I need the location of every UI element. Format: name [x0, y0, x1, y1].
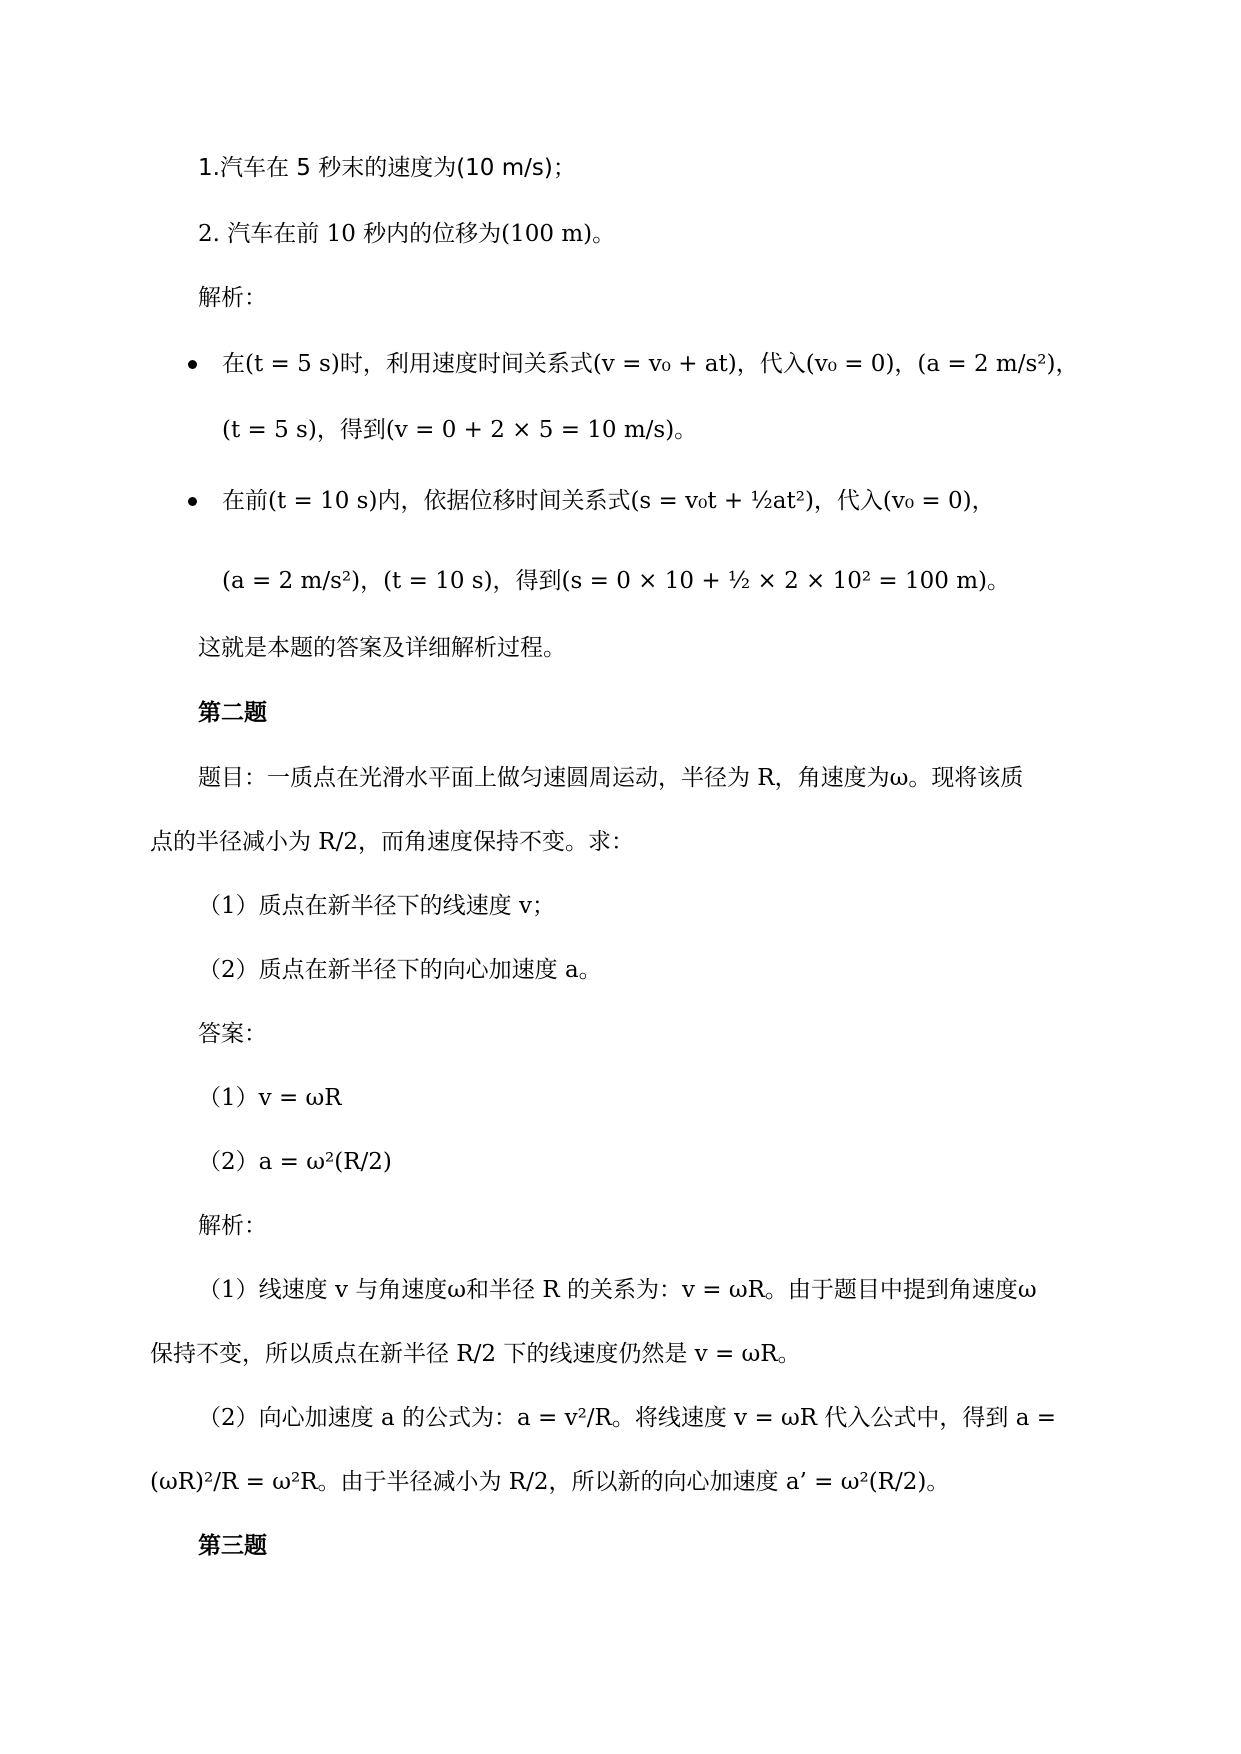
explanation-2-line-2: (ωR)²/R = ω²R。由于半径减小为 R/2，所以新的向心加速度 a’ = ω²(R/2)。 — [150, 1469, 950, 1495]
bullet-1-line-1: 在(t = 5 s)时，利用速度时间关系式(v = v₀ + at)，代入(v₀ = 0)，(a = 2 m/s²)， — [222, 351, 1079, 377]
section-title-problem-3: 第三题 — [198, 1532, 267, 1559]
answer-line-2: 2. 汽车在前 10 秒内的位移为(100 m)。 — [198, 221, 616, 247]
explanation-2-line-1: （2）向心加速度 a 的公式为：a = v²/R。将线速度 v = ωR 代入公式中，得到 a = — [198, 1405, 1057, 1431]
explanation-1-line-2: 保持不变，所以质点在新半径 R/2 下的线速度仍然是 v = ωR。 — [150, 1341, 801, 1367]
analysis-heading-2: 解析： — [198, 1213, 267, 1239]
question-line-1: 题目：一质点在光滑水平面上做匀速圆周运动，半径为 R，角速度为ω。现将该质 — [198, 765, 1024, 791]
bullet-2-line-2: (a = 2 m/s²)，(t = 10 s)，得到(s = 0 × 10 + ½ × 2 × 10² = 100 m)。 — [222, 568, 1010, 594]
question-part-2: （2）质点在新半径下的向心加速度 a。 — [198, 957, 602, 983]
analysis-heading: 解析： — [198, 285, 267, 311]
bullet-icon — [188, 360, 197, 369]
section-title-problem-2: 第二题 — [198, 699, 267, 726]
closing-text: 这就是本题的答案及详细解析过程。 — [198, 635, 566, 661]
answer-line-1: 1.汽车在 5 秒末的速度为(10 m/s)； — [198, 155, 576, 181]
answer-heading: 答案： — [198, 1021, 267, 1047]
question-line-2: 点的半径减小为 R/2，而角速度保持不变。求： — [150, 829, 635, 855]
explanation-1-line-1: （1）线速度 v 与角速度ω和半径 R 的关系为：v = ωR。由于题目中提到角速度ω — [198, 1277, 1037, 1303]
answer-part-1: （1）v = ωR — [198, 1085, 342, 1111]
bullet-2-line-1: 在前(t = 10 s)内，依据位移时间关系式(s = v₀t + ½at²)，代入(v₀ = 0)， — [222, 488, 995, 514]
answer-part-2: （2）a = ω²(R/2) — [198, 1149, 392, 1175]
bullet-1-line-2: (t = 5 s)，得到(v = 0 + 2 × 5 = 10 m/s)。 — [222, 417, 698, 443]
question-part-1: （1）质点在新半径下的线速度 v； — [198, 893, 555, 919]
bullet-icon — [188, 497, 197, 506]
